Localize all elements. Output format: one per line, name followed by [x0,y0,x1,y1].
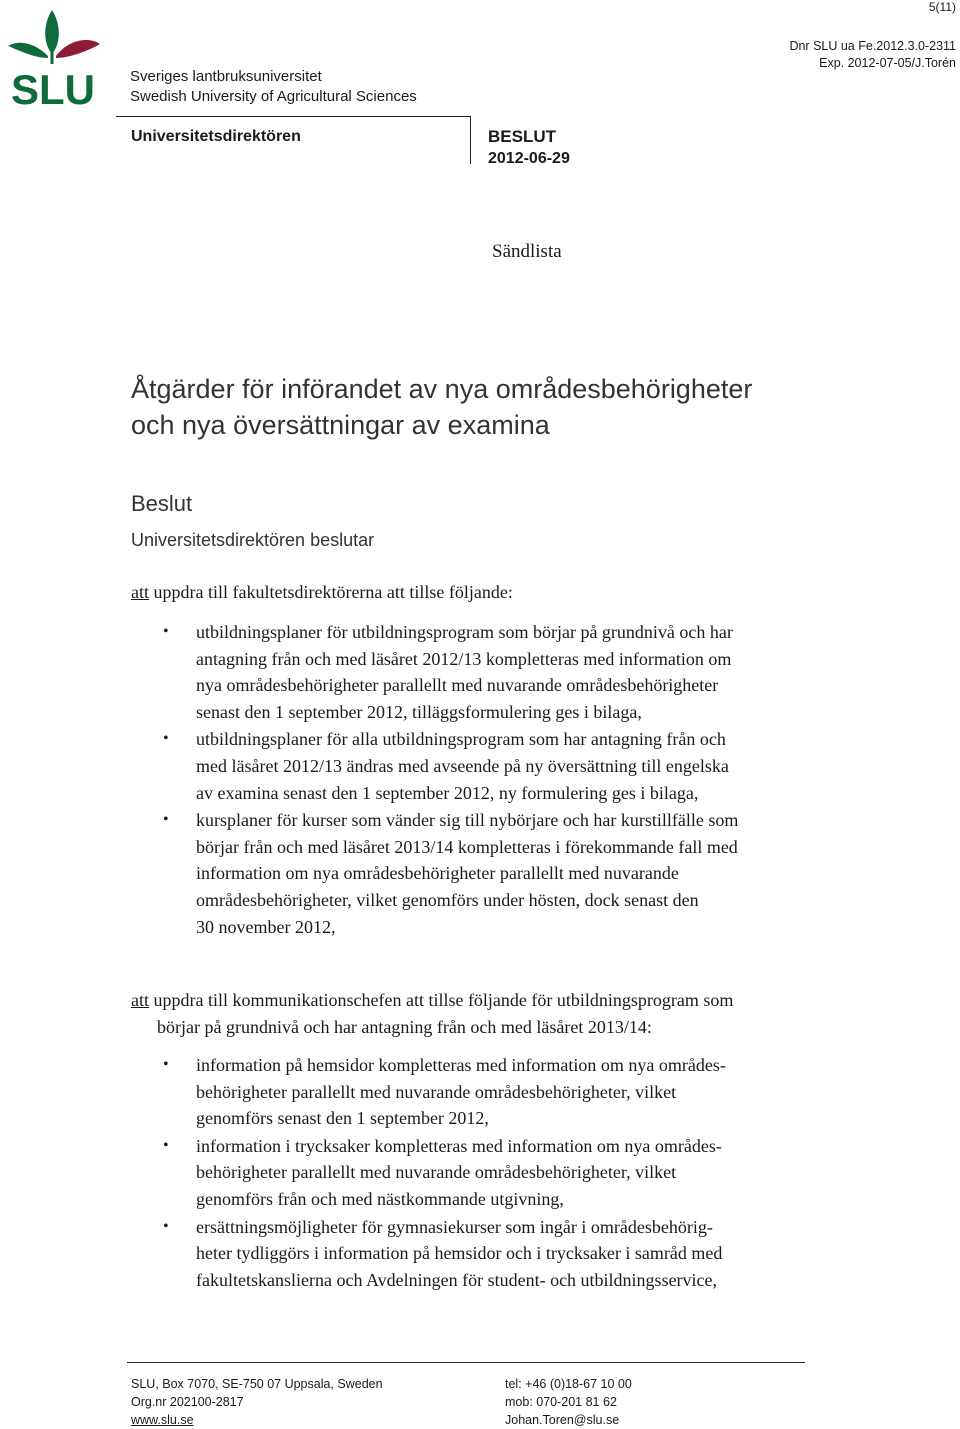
issuer: Universitetsdirektören [131,128,301,145]
title-line-1: Åtgärder för införandet av nya områdesbehörigheter [131,374,753,404]
clause-2 [131,987,831,1041]
footer-tel: tel: +46 (0)18-67 10 00 [505,1377,632,1391]
list-item: • kursplaner för kurser som vänder sig till nybörjare och har kurstillfälle som börjar från och med läsåret 2013/14 kompletteras i förekommande fall med information om nya områdesbehörigheter parallellt med nuvarande områdesbehörigheter, vilket genomförs under hösten, dock senast den 30 november 2012, [163,810,739,937]
clause-2-text: uppdra till kommunikationschefen att tillse följande för utbildningsprogram som [149,990,734,1010]
recipients-label: Sändlista [492,241,562,262]
page-number: 5(11) [928,0,956,14]
decision-subheading: Universitetsdirektören beslutar [131,530,375,550]
clause-1 [131,579,831,606]
header-divider [470,116,471,164]
logo-text: SLU [11,66,95,106]
decision-heading: Beslut [131,491,193,516]
slu-logo [4,6,102,106]
list-item: • information i trycksaker kompletteras med information om nya områdes- behörigheter parallellt med nuvarande områdesbehörigheter, vilket genomförs från och med nästkommande utgivning, [163,1135,722,1209]
footer-rule [127,1362,805,1363]
footer-address-block [131,1375,383,1429]
university-name-en: Swedish University of Agricultural Sciences [130,88,417,105]
title-line-2: och nya översättningar av examina [131,410,550,440]
header-rule [116,116,471,117]
document-date: 2012-06-29 [488,150,570,167]
footer-website-link[interactable]: www.slu.se [131,1413,194,1427]
document-reference [789,38,956,72]
dnr-line: Dnr SLU ua Fe.2012.3.0-2311 [789,39,956,53]
footer-address: SLU, Box 7070, SE-750 07 Uppsala, Sweden [131,1377,383,1391]
list-item: • utbildningsplaner för utbildningsprogram som börjar på grundnivå och har antagning från och med läsåret 2012/13 kompletteras med information om nya områdesbehörigheter parallellt med nuvarande områdesbehörigheter senast den 1 september 2012, tilläggsformulering ges i bilaga, [163,622,733,722]
footer-contact-block [505,1375,632,1429]
university-name-sv: Sveriges lantbruksuniversitet [130,68,322,85]
exp-line: Exp. 2012-07-05/J.Torén [819,56,956,70]
list-item: • utbildningsplaner för alla utbildningsprogram som har antagning från och med läsåret 2012/13 ändras med avseende på ny översättning till engelska av examina senast den 1 september 2012, ny formulering ges i bilaga, [163,729,729,803]
page-title [131,371,752,443]
att-word: att [131,582,149,602]
list-item: • ersättningsmöjligheter för gymnasiekurser som ingår i områdesbehörig- heter tydliggörs i information på hemsidor och i trycksaker i samråd med fakultetskanslierna och Avdelningen för student- och utbildningsservice, [163,1216,723,1290]
clause-2-continuation: börjar på grundnivå och har antagning från och med läsåret 2013/14: [157,1017,652,1037]
clause-1-list [131,619,821,941]
slu-leaf-icon [4,6,102,106]
att-word: att [131,990,149,1010]
list-item: • information på hemsidor kompletteras med information om nya områdes- behörigheter parallellt med nuvarande områdesbehörigheter, vilket genomförs senast den 1 september 2012, [163,1055,726,1129]
footer-mob: mob: 070-201 81 62 [505,1395,617,1409]
clause-1-text: uppdra till fakultetsdirektörerna att tillse följande: [149,582,513,602]
clause-2-list [131,1052,821,1294]
document-type: BESLUT [488,127,556,146]
footer-org-nr: Org.nr 202100-2817 [131,1395,244,1409]
footer-email[interactable]: Johan.Toren@slu.se [505,1413,620,1427]
